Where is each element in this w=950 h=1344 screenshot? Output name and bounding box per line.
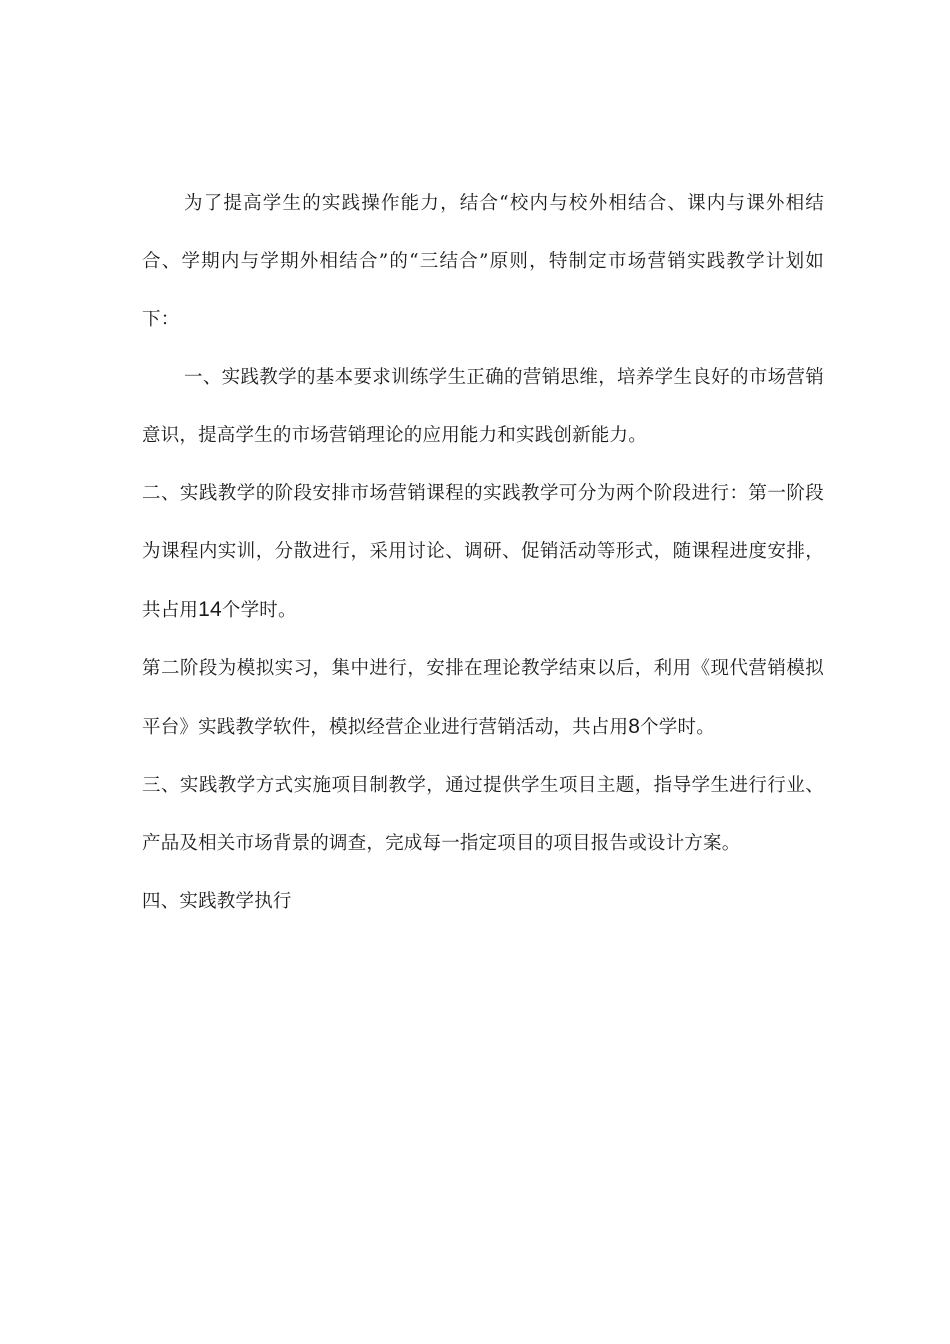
section-2-stage-2-paragraph	[142, 640, 824, 757]
section-4-heading: 四、实践教学执行	[142, 891, 292, 912]
document-body	[142, 175, 824, 931]
section-1-paragraph: 一、实践教学的基本要求训练学生正确的营销思维，培养学生良好的市场营销意识，提高学生的市场营销理论的应用能力和实践创新能力。	[142, 367, 824, 446]
section-2-stage-2-hours: 8	[628, 715, 641, 738]
section-3-paragraph: 三、实践教学方式实施项目制教学，通过提供学生项目主题，指导学生进行行业、产品及相关市场背景的调查，完成每一指定项目的项目报告或设计方案。	[142, 775, 824, 854]
section-2-stage-2-text-end: 个学时。	[640, 717, 715, 738]
section-2-hours: 14	[198, 598, 222, 621]
section-2-paragraph	[142, 465, 824, 640]
section-2-stage-2-text: 第二阶段为模拟实习，集中进行，安排在理论教学结束以后，利用《现代营销模拟平台》实践教学软件，模拟经营企业进行营销活动，共占用	[142, 658, 824, 738]
section-2-text-end: 个学时。	[221, 600, 297, 621]
section-2-text: 二、实践教学的阶段安排市场营销课程的实践教学可分为两个阶段进行：第一阶段为课程内实训，分散进行，采用讨论、调研、促销活动等形式，随课程进度安排，共占用	[142, 483, 824, 621]
intro-paragraph: 为了提高学生的实践操作能力，结合“校内与校外相结合、课内与课外相结合、学期内与学期外相结合”的“三结合”原则，特制定市场营销实践教学计划如下：	[142, 193, 824, 330]
